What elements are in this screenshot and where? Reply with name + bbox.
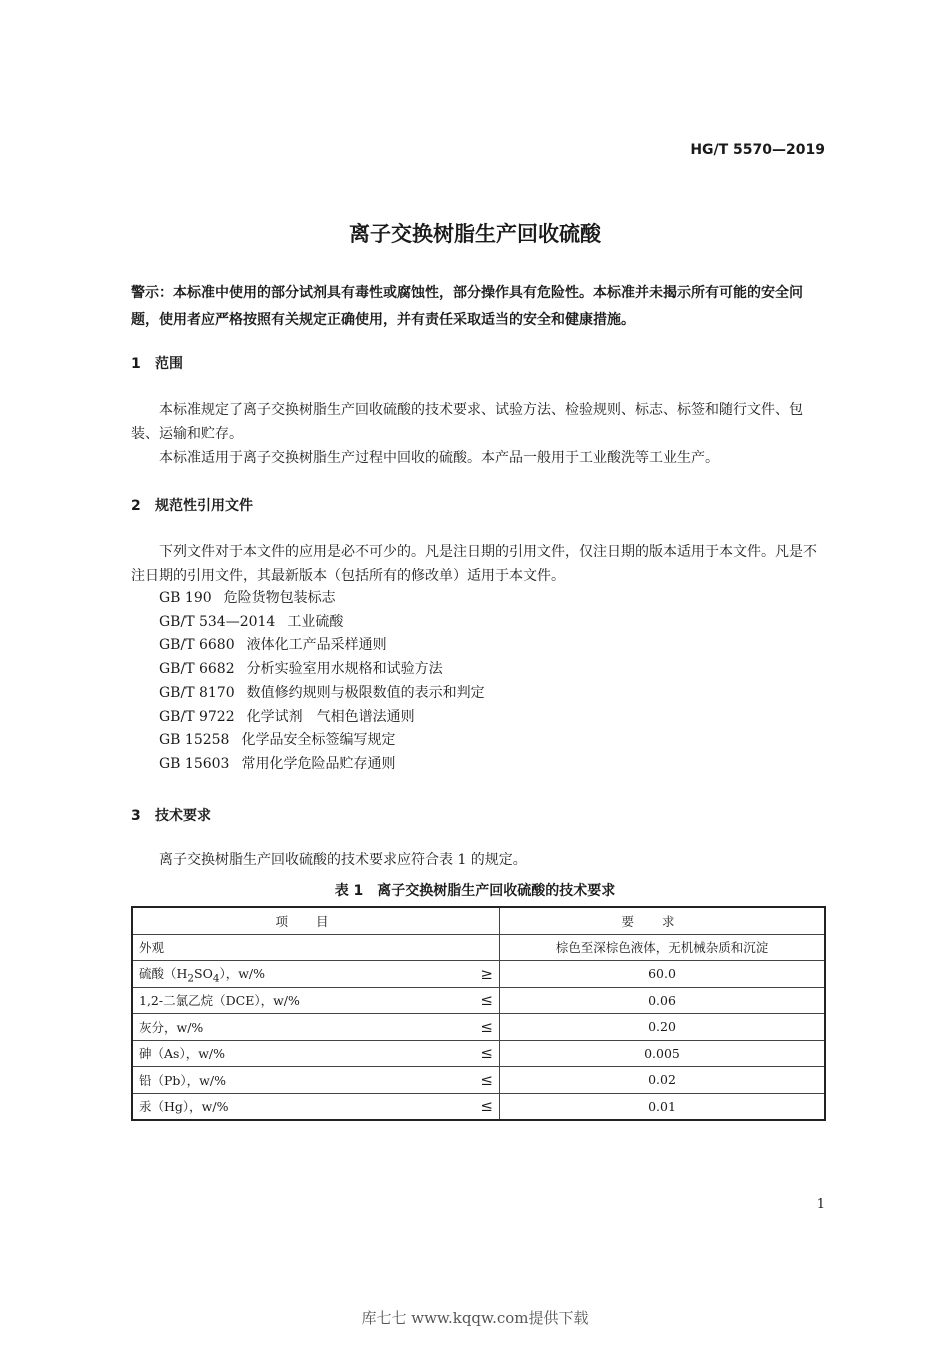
table-row [132,1093,825,1120]
row-item-text: SO [194,965,213,981]
section-1-paragraph-1: 本标准规定了离子交换树脂生产回收硫酸的技术要求、试验方法、检验规则、标志、标签和随行文件、包装、运输和贮存。 [131,402,803,442]
section-3-heading [131,805,211,825]
header-item: 项目 [132,907,500,934]
section-2-heading [131,495,253,515]
row-item: 1,2-二氯乙烷（DCE），w/% [132,987,463,1014]
reference-name: 液体化工产品采样通则 [246,637,387,654]
reference-name: 化学试剂 气相色谱法通则 [246,708,415,725]
reference-list [159,587,485,777]
reference-item [159,634,485,658]
section-1-heading [131,353,183,373]
reference-code: GB/T 9722 [159,708,235,725]
row-operator: ≤ [463,1040,500,1067]
header-requirement: 要求 [500,907,826,934]
row-operator: ≤ [463,987,500,1014]
subscript: 2 [187,972,195,984]
section-1-number: 1 [131,356,141,372]
reference-item [159,658,485,682]
table-row [132,987,825,1014]
reference-code: GB/T 534—2014 [159,613,276,630]
row-operator: ≥ [463,961,500,988]
row-item-text: 硫酸（H [139,965,188,981]
reference-name: 分析实验室用水规格和试验方法 [246,661,443,678]
section-2-number: 2 [131,498,141,514]
standard-code: HG/T 5570—2019 [690,142,825,158]
reference-item [159,682,485,706]
table-row [132,961,825,988]
row-operator: ≤ [463,1067,500,1094]
section-3-paragraph-1: 离子交换树脂生产回收硫酸的技术要求应符合表 1 的规定。 [159,852,527,868]
row-item [132,961,463,988]
row-value: 0.005 [500,1040,826,1067]
row-item: 灰分，w/% [132,1014,463,1041]
row-item-text: ），w/% [219,965,266,981]
reference-name: 数值修约规则与极限数值的表示和判定 [246,684,485,701]
table-row [132,1040,825,1067]
row-operator: ≤ [463,1014,500,1041]
row-operator: ≤ [463,1093,500,1120]
table-row [132,1014,825,1041]
reference-code: GB 15603 [159,755,230,772]
row-value: 棕色至深棕色液体，无机械杂质和沉淀 [500,934,826,961]
row-item: 汞（Hg），w/% [132,1093,463,1120]
table-header-row [132,907,825,934]
section-1-title: 范围 [155,356,183,372]
reference-item [159,587,485,611]
row-value: 0.06 [500,987,826,1014]
table-caption: 表 1 离子交换树脂生产回收硫酸的技术要求 [334,883,616,899]
reference-item [159,729,485,753]
reference-code: GB/T 6680 [159,637,235,654]
section-1-paragraph-2: 本标准适用于离子交换树脂生产过程中回收的硫酸。本产品一般用于工业酸洗等工业生产。 [159,450,719,466]
row-item: 铅（Pb），w/% [132,1067,463,1094]
section-3-number: 3 [131,808,141,824]
warning-text: 警示：本标准中使用的部分试剂具有毒性或腐蚀性，部分操作具有危险性。本标准并未揭示所有可能的安全问题，使用者应严格按照有关规定正确使用，并有责任采取适当的安全和健康措施。 [131,285,803,328]
reference-name: 危险货物包装标志 [223,590,336,606]
document-title: 离子交换树脂生产回收硫酸 [349,222,601,246]
reference-name: 工业硫酸 [287,613,344,630]
reference-code: GB 15258 [159,732,230,749]
row-value: 0.01 [500,1093,826,1120]
reference-code: GB/T 8170 [159,684,235,701]
reference-code: GB/T 6682 [159,661,235,678]
reference-name: 化学品安全标签编写规定 [241,732,396,749]
section-2-title: 规范性引用文件 [155,498,253,514]
row-value: 0.02 [500,1067,826,1094]
page-number: 1 [816,1197,825,1212]
download-footer: 库七七 www.kqqw.com提供下载 [361,1309,589,1327]
reference-name: 常用化学危险品贮存通则 [241,755,396,772]
reference-item [159,706,485,730]
row-value: 60.0 [500,961,826,988]
row-value: 0.20 [500,1014,826,1041]
reference-item [159,611,485,635]
section-3-title: 技术要求 [155,808,211,824]
section-2-paragraph-1: 下列文件对于本文件的应用是必不可少的。凡是注日期的引用文件，仅注日期的版本适用于本文件。凡是不注日期的引用文件，其最新版本（包括所有的修改单）适用于本文件。 [131,544,817,584]
requirements-table [131,906,826,1121]
row-item: 砷（As），w/% [132,1040,463,1067]
subscript: 4 [212,972,220,984]
table-row [132,934,825,961]
row-item: 外观 [132,934,500,961]
table-row [132,1067,825,1094]
reference-code: GB 190 [159,590,212,606]
reference-item [159,753,485,777]
